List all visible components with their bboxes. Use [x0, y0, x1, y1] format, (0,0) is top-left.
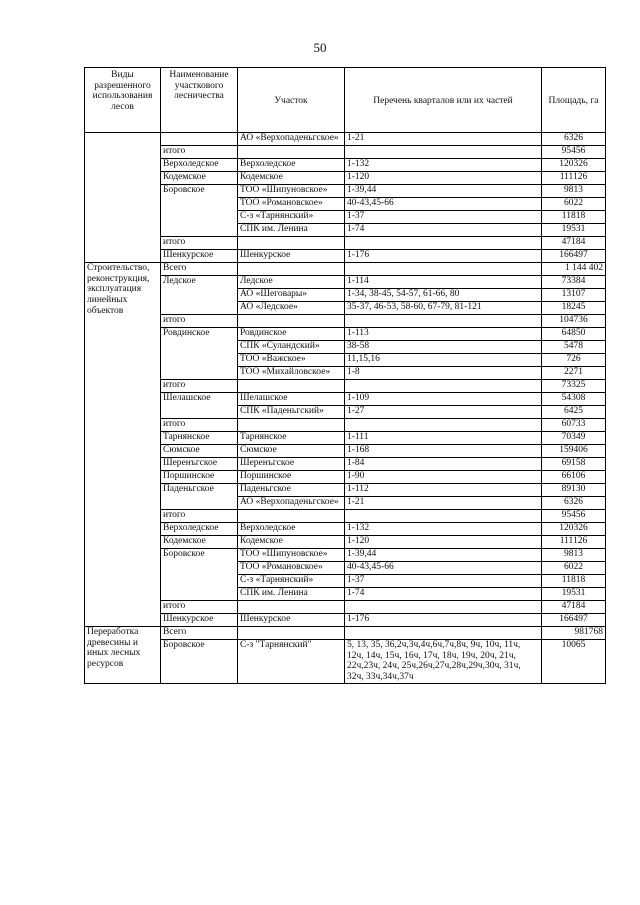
- section-cell: ТОО «Важское»: [238, 354, 345, 367]
- quarters-cell: 1-74: [345, 224, 542, 237]
- forestry-cell: Поршинское: [161, 471, 238, 484]
- quarters-cell: 1-113: [345, 328, 542, 341]
- table-row: [85, 510, 606, 523]
- quarters-cell: 1-120: [345, 172, 542, 185]
- area-cell: 60733: [542, 419, 606, 432]
- area-cell: 120326: [542, 159, 606, 172]
- quarters-cell: [345, 601, 542, 614]
- table-row: [85, 250, 606, 263]
- forestry-cell: Верхоледское: [161, 523, 238, 536]
- quarters-cell: [345, 627, 542, 640]
- section-cell: С-з «Тарнянский»: [238, 575, 345, 588]
- forestry-cell: итого: [161, 237, 238, 250]
- area-cell: 13107: [542, 289, 606, 302]
- area-cell: 6022: [542, 562, 606, 575]
- forestry-cell: Всего: [161, 263, 238, 276]
- section-cell: Шелашское: [238, 393, 345, 406]
- section-cell: Ледское: [238, 276, 345, 289]
- area-cell: 726: [542, 354, 606, 367]
- section-cell: Поршинское: [238, 471, 345, 484]
- quarters-cell: 1-84: [345, 458, 542, 471]
- forestry-cell: Шенкурское: [161, 614, 238, 627]
- section-cell: Тарнянское: [238, 432, 345, 445]
- quarters-cell: 1-39,44: [345, 185, 542, 198]
- table-row: [85, 276, 606, 289]
- page-number: 50: [313, 40, 327, 55]
- forestry-cell: Всего: [161, 627, 238, 640]
- section-cell: СПК «Суландский»: [238, 341, 345, 354]
- section-cell: АО «Ледское»: [238, 302, 345, 315]
- forestry-cell: Шеренъгское: [161, 458, 238, 471]
- area-cell: 11818: [542, 211, 606, 224]
- area-cell: 159406: [542, 445, 606, 458]
- section-cell: Ровдинское: [238, 328, 345, 341]
- section-cell: [238, 146, 345, 159]
- section-cell: СПК «Паденьгский»: [238, 406, 345, 419]
- section-cell: [238, 627, 345, 640]
- section-cell: [238, 510, 345, 523]
- forestry-cell: Шенкурское: [161, 250, 238, 263]
- quarters-cell: 1-112: [345, 484, 542, 497]
- table-row: [85, 172, 606, 185]
- quarters-cell: 1-109: [345, 393, 542, 406]
- area-cell: 111126: [542, 172, 606, 185]
- forestry-cell: Боровское: [161, 185, 238, 237]
- table-row: [85, 315, 606, 328]
- forestry-cell: итого: [161, 315, 238, 328]
- area-cell: 18245: [542, 302, 606, 315]
- forestry-cell: итого: [161, 419, 238, 432]
- area-cell: 166497: [542, 614, 606, 627]
- forestry-cell: итого: [161, 146, 238, 159]
- area-cell: 73325: [542, 380, 606, 393]
- area-cell: 981768: [542, 627, 606, 640]
- section-cell: [238, 263, 345, 276]
- use-type-cell: [85, 133, 161, 263]
- section-cell: АО «Верхопаденьгское»: [238, 497, 345, 510]
- table-row: [85, 432, 606, 445]
- section-cell: ТОО «Романовское»: [238, 198, 345, 211]
- table-row: [85, 484, 606, 497]
- quarters-cell: 38-58: [345, 341, 542, 354]
- table-row: [85, 549, 606, 562]
- forestry-cell: Верхоледское: [161, 159, 238, 172]
- table-row: [85, 640, 606, 684]
- area-cell: 166497: [542, 250, 606, 263]
- quarters-cell: [345, 263, 542, 276]
- area-cell: 73384: [542, 276, 606, 289]
- section-cell: Верхоледское: [238, 159, 345, 172]
- section-cell: [238, 237, 345, 250]
- section-cell: Шенкурское: [238, 614, 345, 627]
- area-cell: 11818: [542, 575, 606, 588]
- section-cell: Верхоледское: [238, 523, 345, 536]
- forestry-cell: [161, 133, 238, 146]
- area-cell: 5478: [542, 341, 606, 354]
- table-row: [85, 627, 606, 640]
- table-row: [85, 393, 606, 406]
- table-row: [85, 445, 606, 458]
- area-cell: 19531: [542, 588, 606, 601]
- section-cell: Паденьгское: [238, 484, 345, 497]
- section-cell: Шеренъгское: [238, 458, 345, 471]
- area-cell: 19531: [542, 224, 606, 237]
- table-row: [85, 185, 606, 198]
- table-row: [85, 419, 606, 432]
- table-row: [85, 458, 606, 471]
- header-use-type: Виды разрешенного использования лесов: [85, 68, 161, 133]
- quarters-cell: 40-43,45-66: [345, 198, 542, 211]
- area-cell: 9813: [542, 185, 606, 198]
- quarters-cell: 1-176: [345, 614, 542, 627]
- table-row: [85, 536, 606, 549]
- area-cell: 70349: [542, 432, 606, 445]
- forest-use-table: [84, 67, 606, 684]
- section-cell: Сюмское: [238, 445, 345, 458]
- quarters-cell: 1-114: [345, 276, 542, 289]
- quarters-cell: 1-132: [345, 523, 542, 536]
- quarters-cell: [345, 237, 542, 250]
- section-cell: С-з «Тарнянский»: [238, 211, 345, 224]
- area-cell: 6326: [542, 133, 606, 146]
- forestry-cell: Ровдинское: [161, 328, 238, 380]
- area-cell: 64850: [542, 328, 606, 341]
- table-row: [85, 328, 606, 341]
- section-cell: [238, 315, 345, 328]
- table-row: [85, 263, 606, 276]
- table-row: [85, 614, 606, 627]
- quarters-cell: 1-120: [345, 536, 542, 549]
- table-row: [85, 146, 606, 159]
- area-cell: 6022: [542, 198, 606, 211]
- table-header-row: [85, 68, 606, 133]
- area-cell: 120326: [542, 523, 606, 536]
- table-row: [85, 471, 606, 484]
- forestry-cell: Шелашское: [161, 393, 238, 419]
- area-cell: 47184: [542, 237, 606, 250]
- section-cell: АО «Шеговары»: [238, 289, 345, 302]
- section-cell: СПК им. Ленина: [238, 588, 345, 601]
- section-cell: С-з "Тарнянский": [238, 640, 345, 684]
- area-cell: 89130: [542, 484, 606, 497]
- table-row: [85, 601, 606, 614]
- quarters-cell: 1-37: [345, 575, 542, 588]
- section-cell: Кодемское: [238, 536, 345, 549]
- area-cell: 95456: [542, 146, 606, 159]
- area-cell: 9813: [542, 549, 606, 562]
- quarters-cell: 1-8: [345, 367, 542, 380]
- area-cell: 66106: [542, 471, 606, 484]
- section-cell: АО «Верхопаденьгское»: [238, 133, 345, 146]
- forestry-cell: итого: [161, 601, 238, 614]
- section-cell: [238, 380, 345, 393]
- quarters-cell: 1-27: [345, 406, 542, 419]
- forestry-cell: Кодемское: [161, 172, 238, 185]
- use-type-cell: Переработка древесины и иных лесных ресурсов: [85, 627, 161, 684]
- forestry-cell: Тарнянское: [161, 432, 238, 445]
- area-cell: 6326: [542, 497, 606, 510]
- table-row: [85, 159, 606, 172]
- section-cell: Кодемское: [238, 172, 345, 185]
- quarters-cell: 5, 13, 35, 36,2ч,3ч,4ч,6ч,7ч,8ч, 9ч, 10ч, 11ч, 12ч, 14ч, 15ч, 16ч, 17ч, 18ч, 19ч, 20ч, 21ч, 22ч,23ч, 24ч, 25ч,26ч,27ч,28ч,29ч,30ч, 31ч, 32ч, 33ч,34ч,37ч: [345, 640, 542, 684]
- area-cell: 6425: [542, 406, 606, 419]
- forestry-cell: итого: [161, 380, 238, 393]
- quarters-cell: 1-21: [345, 133, 542, 146]
- area-cell: 69158: [542, 458, 606, 471]
- forestry-cell: Боровское: [161, 640, 238, 684]
- forestry-cell: итого: [161, 510, 238, 523]
- forestry-cell: Сюмское: [161, 445, 238, 458]
- section-cell: ТОО «Шипуновское»: [238, 185, 345, 198]
- area-cell: 54308: [542, 393, 606, 406]
- area-cell: 104736: [542, 315, 606, 328]
- quarters-cell: [345, 146, 542, 159]
- quarters-cell: 1-34, 38-45, 54-57, 61-66, 80: [345, 289, 542, 302]
- forestry-cell: Паденьгское: [161, 484, 238, 510]
- quarters-cell: 1-74: [345, 588, 542, 601]
- quarters-cell: [345, 419, 542, 432]
- section-cell: ТОО «Шипуновское»: [238, 549, 345, 562]
- section-cell: СПК им. Ленина: [238, 224, 345, 237]
- area-cell: 95456: [542, 510, 606, 523]
- section-cell: Шенкурское: [238, 250, 345, 263]
- quarters-cell: 1-39,44: [345, 549, 542, 562]
- quarters-cell: 1-168: [345, 445, 542, 458]
- table-row: [85, 237, 606, 250]
- forestry-cell: Кодемское: [161, 536, 238, 549]
- quarters-cell: [345, 380, 542, 393]
- table-row: [85, 133, 606, 146]
- header-area: Площадь, га: [542, 68, 606, 133]
- area-cell: 111126: [542, 536, 606, 549]
- area-cell: 47184: [542, 601, 606, 614]
- section-cell: ТОО «Романовское»: [238, 562, 345, 575]
- area-cell: 2271: [542, 367, 606, 380]
- quarters-cell: [345, 510, 542, 523]
- area-cell: 10065: [542, 640, 606, 684]
- section-cell: [238, 601, 345, 614]
- header-forestry: Наименование участкового лесничества: [161, 68, 238, 133]
- forestry-cell: Ледское: [161, 276, 238, 315]
- quarters-cell: 35-37, 46-53, 58-60, 67-79, 81-121: [345, 302, 542, 315]
- section-cell: ТОО «Михайловское»: [238, 367, 345, 380]
- quarters-cell: 1-111: [345, 432, 542, 445]
- quarters-cell: 11,15,16: [345, 354, 542, 367]
- table-row: [85, 380, 606, 393]
- quarters-cell: 1-132: [345, 159, 542, 172]
- quarters-cell: 1-176: [345, 250, 542, 263]
- quarters-cell: 1-21: [345, 497, 542, 510]
- area-cell: 1 144 402: [542, 263, 606, 276]
- header-quarters: Перечень кварталов или их частей: [345, 68, 542, 133]
- forestry-cell: Боровское: [161, 549, 238, 601]
- quarters-cell: 1-37: [345, 211, 542, 224]
- use-type-cell: Строительство, реконструкция, эксплуатация линейных объектов: [85, 263, 161, 627]
- section-cell: [238, 419, 345, 432]
- header-section: Участок: [238, 68, 345, 133]
- quarters-cell: [345, 315, 542, 328]
- table-row: [85, 523, 606, 536]
- quarters-cell: 1-90: [345, 471, 542, 484]
- quarters-cell: 40-43,45-66: [345, 562, 542, 575]
